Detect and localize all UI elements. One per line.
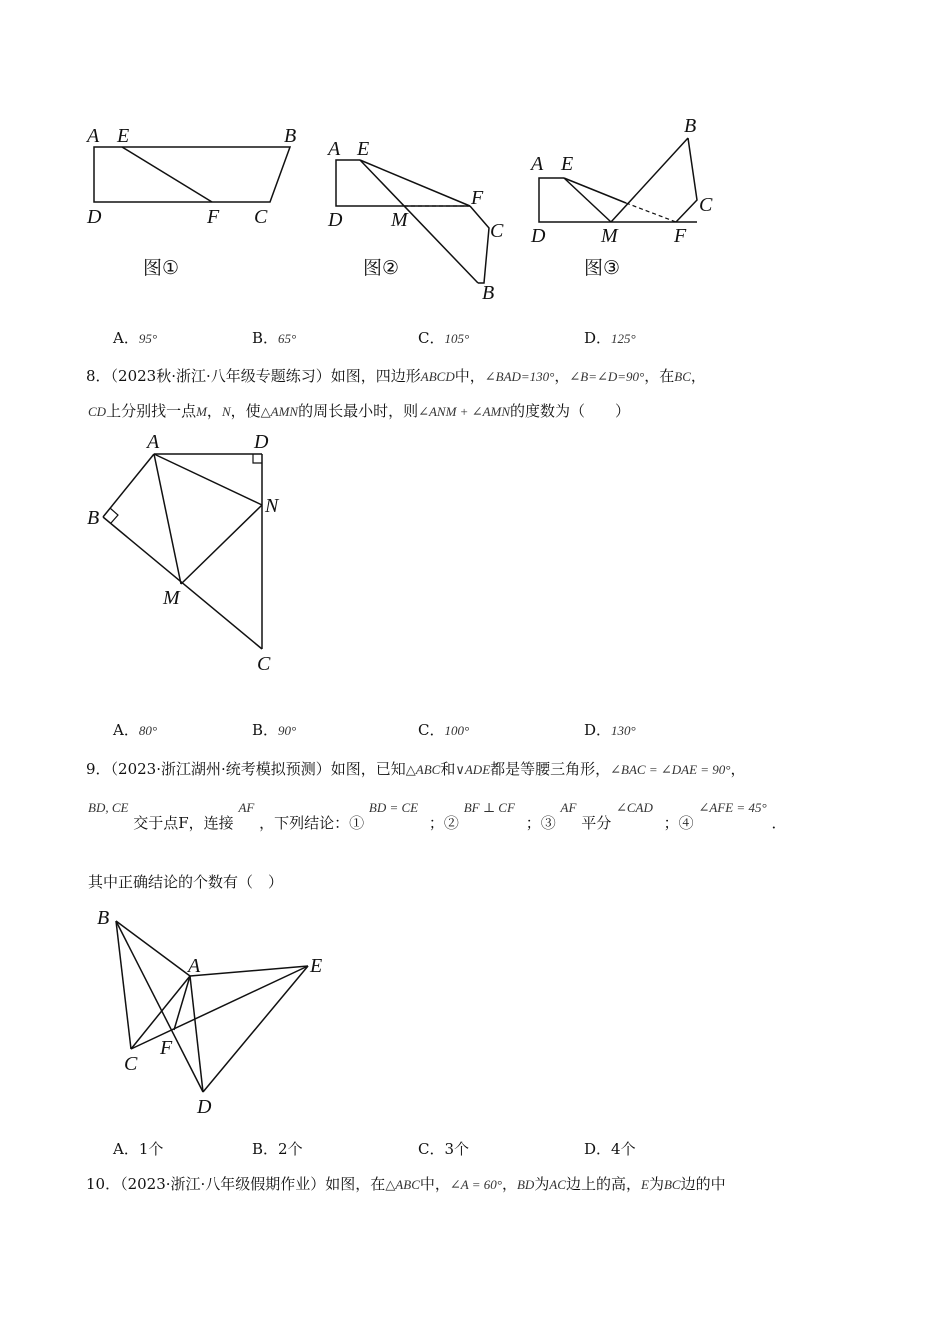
q8-label-N: N: [265, 495, 279, 517]
math-af-2: AF: [560, 800, 577, 815]
text-segment: 都是等腰三角形，: [490, 760, 611, 778]
text-segment: 和: [440, 760, 456, 778]
option-letter: D．: [584, 329, 612, 347]
option-value: 1个: [138, 1140, 164, 1158]
text-segment: ；②: [428, 814, 459, 832]
q10-source: （2023·浙江·八年级假期作业）如图，在: [120, 1175, 386, 1193]
q8-label-C: C: [257, 653, 271, 675]
option-value: 65°: [278, 331, 297, 346]
q9-label-E: E: [310, 955, 323, 977]
option-letter: C．: [418, 329, 445, 347]
fig7-3-label-E: E: [561, 153, 574, 175]
math-angle-cad: ∠CAD: [615, 800, 653, 815]
math-bc: BC: [663, 1177, 681, 1192]
option-value: 3个: [444, 1140, 470, 1158]
option-letter: A．: [113, 329, 139, 347]
text-segment: ；③: [525, 814, 556, 832]
fig7-2-label-M: M: [391, 209, 408, 231]
q9-label-F: F: [160, 1037, 173, 1059]
option-value: 2个: [278, 1140, 303, 1158]
math-ac: AC: [549, 1177, 566, 1192]
math-cd: CD: [88, 404, 107, 419]
q9-label-B: B: [97, 907, 110, 929]
math-bd: BD: [516, 1177, 535, 1192]
fig7-1-label-E: E: [117, 125, 130, 147]
fig7-1-label-F: F: [207, 206, 220, 228]
fig7-1-label-C: C: [254, 206, 268, 228]
q9-line-3: 其中正确结论的个数有（ ）: [88, 873, 284, 891]
text-segment: ，: [554, 367, 570, 385]
q10-line-1: [86, 1173, 726, 1194]
math-triangle-ade: ∨ADE: [455, 762, 491, 777]
text-segment: ；④: [663, 814, 694, 832]
text-segment: 中，: [454, 367, 485, 385]
option-letter: B．: [252, 1140, 279, 1158]
text-segment: 为: [534, 1175, 550, 1193]
math-triangle-abc: △ABC: [405, 762, 441, 777]
question-number: 10．: [86, 1175, 121, 1193]
text-segment: 上分别找一点: [106, 402, 197, 420]
option-letter: D．: [584, 1140, 612, 1158]
q9-label-D: D: [197, 1096, 212, 1118]
text-segment: ，使: [230, 402, 261, 420]
fig7-2-label-B: B: [482, 282, 495, 304]
q9-option-a[interactable]: [113, 1138, 163, 1159]
option-letter: D．: [584, 721, 612, 739]
math-m: M: [196, 404, 207, 419]
text-segment: 的周长最小时，则: [298, 402, 419, 420]
fig7-3-label-A: A: [531, 153, 544, 175]
option-letter: C．: [418, 1140, 445, 1158]
math-bf-perp-cf: BF ⊥ CF: [463, 800, 515, 815]
text-segment: 边上的高，: [565, 1175, 641, 1193]
math-e: E: [640, 1177, 649, 1192]
fig7-2-label-C: C: [490, 220, 504, 242]
q8-source: （2023秋·浙江·八年级专题练习）如图，四边形: [110, 367, 421, 385]
q9-source: （2023·浙江湖州·统考模拟预测）如图，已知: [110, 760, 406, 778]
fig7-2-label-D: D: [328, 209, 343, 231]
q8-label-M: M: [163, 587, 180, 609]
math-triangle-amn: △AMN: [260, 404, 299, 419]
text-segment: 平分: [581, 814, 612, 832]
fig7-2-label-F: F: [471, 187, 484, 209]
question-number: 8．: [86, 367, 111, 385]
math-angle-afe: ∠AFE = 45°: [698, 800, 767, 815]
option-letter: B．: [252, 329, 279, 347]
math-angle-sum: ∠ANM + ∠AMN: [418, 404, 511, 419]
fig7-3-label-D: D: [531, 225, 546, 247]
fig7-3-label-M: M: [601, 225, 618, 247]
text-segment: 中，: [419, 1175, 450, 1193]
option-value: 4个: [611, 1140, 636, 1158]
math-n: N: [221, 404, 231, 419]
fig7-3-caption: 图③: [584, 257, 621, 279]
q8-label-D: D: [254, 431, 269, 453]
q8-label-A: A: [147, 431, 160, 453]
math-bd-ce: BD, CE: [88, 800, 129, 815]
option-letter: B．: [252, 721, 279, 739]
text-segment: ．: [771, 814, 787, 832]
math-bd-eq-ce: BD = CE: [368, 800, 419, 815]
q9-option-b[interactable]: [252, 1138, 303, 1159]
option-letter: A．: [113, 721, 139, 739]
q9-label-C: C: [124, 1053, 138, 1075]
q8-label-B: B: [87, 507, 100, 529]
text-segment: ，: [206, 402, 222, 420]
math-angle-eq: ∠BAC = ∠DAE = 90°: [610, 762, 731, 777]
text-segment: ，: [730, 760, 746, 778]
fig7-1-label-D: D: [87, 206, 102, 228]
math-angle-bad: ∠BAD=130°: [484, 369, 555, 384]
fig7-2-label-A: A: [328, 138, 341, 160]
fig7-1-caption: 图①: [143, 257, 180, 279]
option-value: 100°: [444, 723, 470, 738]
math-abcd: ABCD: [420, 369, 455, 384]
option-value: 95°: [138, 331, 158, 346]
option-letter: C．: [418, 721, 445, 739]
text-segment: ，在: [644, 367, 675, 385]
fig7-2-caption: 图②: [363, 257, 400, 279]
math-bc: BC: [674, 369, 691, 384]
option-value: 125°: [611, 331, 636, 346]
math-af: AF: [238, 800, 255, 815]
q9-option-c[interactable]: [418, 1138, 469, 1159]
question-number: 9．: [86, 760, 111, 778]
text-segment: 的度数为（ ）: [510, 402, 631, 420]
fig7-3-label-C: C: [699, 194, 713, 216]
text-segment: ，下列结论：①: [259, 814, 365, 832]
fig7-1-label-B: B: [284, 125, 297, 147]
option-value: 130°: [611, 723, 636, 738]
option-value: 105°: [444, 331, 470, 346]
math-triangle-abc: △ABC: [385, 1177, 420, 1192]
q9-option-d[interactable]: [584, 1138, 636, 1159]
fig7-3-label-B: B: [684, 115, 697, 137]
text-segment: ，: [690, 367, 706, 385]
fig7-2-label-E: E: [357, 138, 370, 160]
option-letter: A．: [113, 1140, 139, 1158]
text-segment: ，: [501, 1175, 517, 1193]
fig7-1-label-A: A: [87, 125, 100, 147]
fig7-3-label-F: F: [674, 225, 687, 247]
math-angle-b-d: ∠B=∠D=90°: [569, 369, 645, 384]
text-segment: 边的中: [680, 1175, 726, 1193]
text-segment: 为: [648, 1175, 664, 1193]
q9-label-A: A: [188, 955, 201, 977]
text-segment: 交于点F，连接: [133, 814, 234, 832]
option-value: 80°: [138, 723, 158, 738]
option-value: 90°: [278, 723, 297, 738]
math-angle-a: ∠A = 60°: [449, 1177, 502, 1192]
